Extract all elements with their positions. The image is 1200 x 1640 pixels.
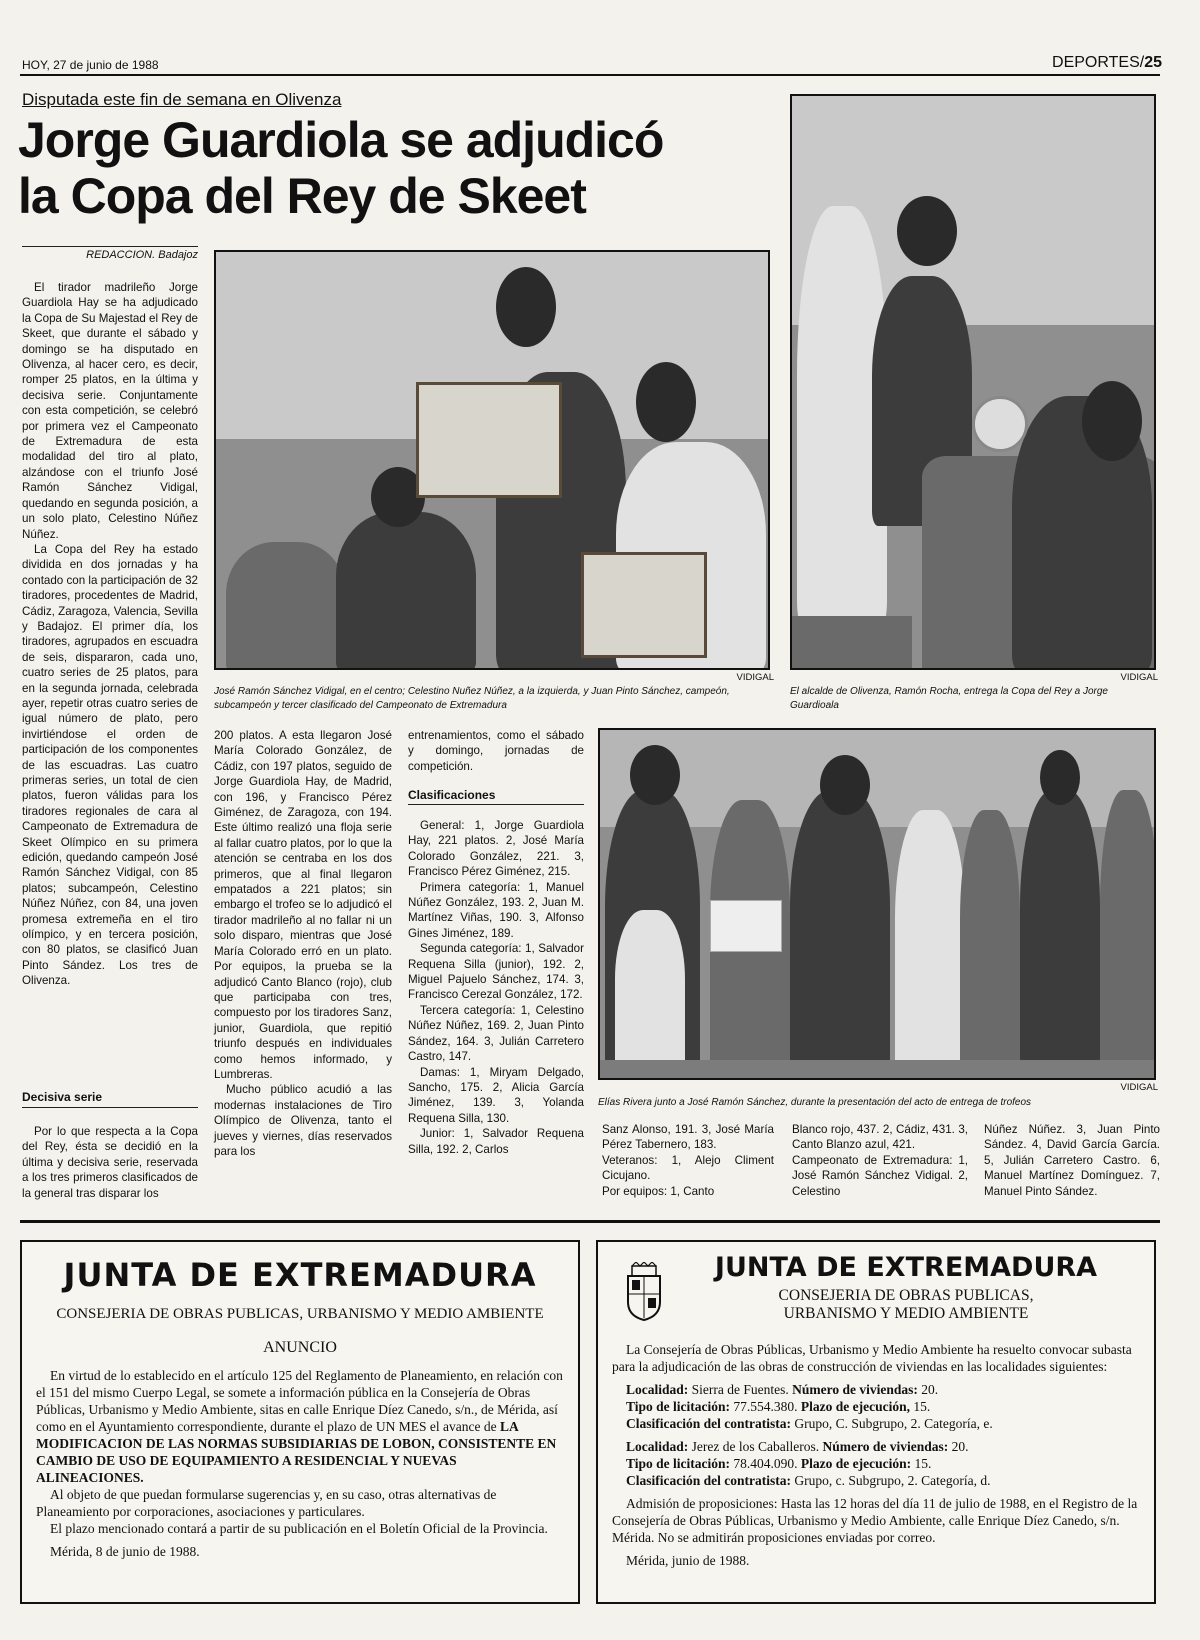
headline-line1: Jorge Guardiola se adjudicó bbox=[18, 112, 664, 168]
value: 20. bbox=[951, 1439, 969, 1454]
label: Plazo de ejecución, bbox=[800, 1399, 910, 1414]
subhead-rule bbox=[408, 804, 584, 805]
ad-admision: Admisión de proposiciones: Hasta las 12 horas del día 11 de julio de 1988, en el Registro de la Consejería de Obras Públicas, Urbanismo y Medio Ambiente, calle Enrique Díez Canedo, s/n. Mérida. No se admitirán proposiciones enviadas por correo. bbox=[612, 1496, 1138, 1545]
ad-date: Mérida, junio de 1988. bbox=[626, 1553, 750, 1568]
value: 15. bbox=[914, 1456, 932, 1471]
photo-trophy-ceremony bbox=[598, 728, 1156, 1080]
page-date: HOY, 27 de junio de 1988 bbox=[22, 58, 159, 72]
article-column-3 bbox=[408, 728, 584, 774]
byline: REDACCION. Badajoz bbox=[86, 249, 198, 261]
photo-credit: VIDIGAL bbox=[1120, 1082, 1158, 1093]
results-continuation-1: Sanz Alonso, 191. 3, José María Pérez Tabernero, 183. Veteranos: 1, Alejo Climent Cicujano. Por equipos: 1, Canto bbox=[602, 1123, 774, 1198]
ad-subtitle-1: CONSEJERIA DE OBRAS PUBLICAS, bbox=[778, 1287, 1034, 1304]
ad-subasta-viviendas bbox=[596, 1240, 1156, 1604]
section-page bbox=[1052, 54, 1162, 72]
coat-of-arms-icon bbox=[622, 1262, 666, 1322]
label: Tipo de licitación: bbox=[626, 1456, 731, 1471]
result-line: Damas: 1, Miryam Delgado, Sancho, 175. 2, Alicia García Jiménez, 139. 3, Yolanda Requena Silla, 130. bbox=[408, 1065, 584, 1125]
headline bbox=[18, 112, 663, 224]
value: Grupo, c. Subgrupo, 2. Categoría, d. bbox=[794, 1473, 991, 1488]
subhead-clasificaciones: Clasificaciones bbox=[408, 788, 496, 802]
label: Clasificación del contratista: bbox=[626, 1473, 791, 1488]
headline-line2: la Copa del Rey de Skeet bbox=[18, 168, 586, 224]
value: Sierra de Fuentes. bbox=[691, 1382, 789, 1397]
ad-title: JUNTA DE EXTREMADURA bbox=[714, 1252, 1098, 1283]
value: 20. bbox=[921, 1382, 939, 1397]
photo-cup-presentation bbox=[790, 94, 1156, 670]
result-line: Segunda categoría: 1, Salvador Requena Silla (junior), 192. 2, Miguel Pajuelo Sánchez, 174. 3, Francisco Cerezal González, 172. bbox=[408, 942, 584, 1002]
results-continuation-2: Blanco rojo, 437. 2, Cádiz, 431. 3, Canto Blanzo azul, 421. Campeonato de Extremadura: 1, José Ramón Sánchez Vidigal. 2, Celestino bbox=[792, 1123, 968, 1198]
ad-heading: ANUNCIO bbox=[263, 1339, 337, 1356]
lot-2 bbox=[612, 1438, 1140, 1489]
label: Tipo de licitación: bbox=[626, 1399, 731, 1414]
paragraph: Mucho público acudió a las modernas instalaciones de Tiro Olímpico de Olivenza, tanto el jueves y viernes, días reservados para los bbox=[214, 1083, 392, 1158]
photo-credit: VIDIGAL bbox=[736, 672, 774, 683]
label: Clasificación del contratista: bbox=[626, 1416, 791, 1431]
byline-rule bbox=[22, 246, 198, 247]
ad-title: JUNTA DE EXTREMADURA bbox=[63, 1256, 537, 1294]
article-column-1-bottom bbox=[22, 1124, 198, 1201]
ad-paragraph bbox=[36, 1367, 564, 1486]
results-continuation-3: Núñez Núñez. 3, Juan Pinto Sández. 4, David García García. 5, Julián Carretero Castro. 6, Manuel Martínez Domínguez. 7, Manuel Pinto Sández. bbox=[984, 1123, 1160, 1198]
paragraph: Por lo que respecta a la Copa del Rey, ésta se decidió en la última y decisiva serie, reservada a los tres primeros clasificados de la general tras disparar los bbox=[22, 1125, 198, 1200]
value: Jerez de los Caballeros. bbox=[691, 1439, 820, 1454]
ads-separator bbox=[20, 1220, 1160, 1223]
ad-anuncio-lobon bbox=[20, 1240, 580, 1604]
ad-date: Mérida, 8 de junio de 1988. bbox=[50, 1544, 200, 1559]
photo-credit: VIDIGAL bbox=[1120, 672, 1158, 683]
value: 77.554.380. bbox=[733, 1399, 798, 1414]
ad-paragraph-bold: LA MODIFICACION DE LAS NORMAS SUBSIDIARIAS DE LOBON, CONSISTENTE EN CAMBIO DE USO DE EQUIPAMIENTO A RESIDENCIAL Y NUEVAS ALINEACIONES. bbox=[36, 1419, 557, 1485]
paragraph: La Copa del Rey ha estado dividida en dos jornadas y ha contado con la participación de 32 tiradores, procedentes de Madrid, Cádiz, Zaragoza, Valencia, Sevilla y Badajoz. El primer día, los tiradores, agrupados en escuadra de seis, dispararon, cada uno, cuatro series de 25 platos, para en la segunda jornada, celebrada ayer, repetir otras cuatro series de igual número de plato, pero invirtiéndose el orden de participación de los componentes de las escuadras. Las cuatro primeras series, un total de cien platos, fueron válidas para los tiradores regionales de cara al Campeonato de Extremadura de Skeet Olímpico en su primera edición, quedando campeón José Ramón Sánchez Vidigal, con 85 platos; subcampeón, Celestino Núñez Núñez, con 84, una joven promesa extremeña en el tiro olímpico, y en tercera posición, con 80 platos, se clasificó Juan Pinto Sández. Los tres de Olivenza. bbox=[22, 542, 198, 988]
label: Plazo de ejecución: bbox=[800, 1456, 912, 1471]
photo-caption-3: Elías Rivera junto a José Ramón Sánchez, durante la presentación del acto de entrega de trofeos bbox=[598, 1097, 1032, 1108]
results-list bbox=[408, 818, 584, 1157]
paragraph: 200 platos. A esta llegaron José María Colorado González, de Cádiz, con 197 platos, seguido de Jorge Guardiola Hay, de Madrid, con 196, y Francisco Pérez Giménez, de Zaragoza, con 194. Este último realizó una floja serie al fallar cuatro platos, por lo que la atención se centraba en los dos primeros, que al final llegaron empatados a 221 platos; sin embargo el trofeo se lo adjudicó el tirador madrileño al no fallar ni un solo disparo, mientras que José María Colorado erró en un plato. Por equipos, la prueba se la adjudicó Canto Blanco (rojo), club que participaba con tres, compuesto por los tiradores Sanz, junior, Guardiola, que repitió triunfo después en individuales como hemos informado, y Lumbreras. bbox=[214, 729, 392, 1081]
photo-caption-1: José Ramón Sánchez Vidigal, en el centro; Celestino Nuñez Núñez, a la izquierda, y Juan Pinto Sánchez, campeón, subcampeón y tercer clasificado del Campeonato de Extremadura bbox=[214, 686, 730, 711]
subhead-decisiva-serie: Decisiva serie bbox=[22, 1090, 103, 1104]
value: 78.404.090. bbox=[733, 1456, 798, 1471]
section-label: DEPORTES/ bbox=[1052, 54, 1145, 71]
value: Grupo, C. Subgrupo, 2. Categoría, e. bbox=[794, 1416, 993, 1431]
article-column-1 bbox=[22, 280, 198, 989]
subhead-rule bbox=[22, 1107, 198, 1108]
label: Localidad: bbox=[626, 1382, 689, 1397]
result-line: General: 1, Jorge Guardiola Hay, 221 platos. 2, José María Colorado González, 221. 3, Francisco Pérez Giménez, 215. bbox=[408, 819, 584, 879]
lot-1 bbox=[612, 1381, 1140, 1432]
result-line: Primera categoría: 1, Manuel Núñez González, 193. 2, Juan M. Martínez Viñas, 190. 3, Alfonso Gines Jiménez, 189. bbox=[408, 880, 584, 940]
value: 15. bbox=[913, 1399, 931, 1414]
photo-caption-2: El alcalde de Olivenza, Ramón Rocha, entrega la Copa del Rey a Jorge Guardioala bbox=[790, 686, 1108, 711]
result-line: Junior: 1, Salvador Requena Silla, 192. 2, Carlos bbox=[408, 1127, 584, 1156]
photo-trophy-winners bbox=[214, 250, 770, 670]
label: Número de viviendas: bbox=[792, 1382, 918, 1397]
article-column-2 bbox=[214, 728, 392, 1159]
kicker: Disputada este fin de semana en Olivenza bbox=[22, 90, 342, 109]
label: Número de viviendas: bbox=[822, 1439, 949, 1454]
paragraph: El tirador madrileño Jorge Guardiola Hay se ha adjudicado la Copa de Su Majestad el Rey de Skeet, que durante el sábado y domingo se ha disputado en Olivenza, al hacer cero, es decir, romper 25 platos, en la última y decisiva serie. Conjuntamente con esta competición, se celebró por primera vez el Campeonato de Extremadura de esta modalidad del tiro al plato, alzándose con el triunfo José Ramón Sánchez Vidigal, quedando en segunda posición, a un solo plato, Celestino Núñez Núñez. bbox=[22, 281, 198, 541]
ad-subtitle: CONSEJERIA DE OBRAS PUBLICAS, URBANISMO Y MEDIO AMBIENTE bbox=[56, 1306, 544, 1322]
ad-subtitle-2: URBANISMO Y MEDIO AMBIENTE bbox=[783, 1305, 1029, 1322]
page-number: 25 bbox=[1144, 54, 1162, 71]
label: Localidad: bbox=[626, 1439, 689, 1454]
header-rule bbox=[20, 74, 1160, 76]
result-line: Tercera categoría: 1, Celestino Núñez Núñez, 169. 2, Juan Pinto Sández, 164. 3, Julián Carretero Castro, 147. bbox=[408, 1003, 584, 1064]
ad-paragraph: El plazo mencionado contará a partir de su publicación en el Boletín Oficial de la Provincia. bbox=[50, 1521, 548, 1536]
ad-paragraph: Al objeto de que puedan formularse sugerencias y, en su caso, otras alternativas de Planeamiento por corporaciones, asociaciones y particulares. bbox=[36, 1487, 497, 1519]
ad-paragraph-text: En virtud de lo establecido en el artículo 125 del Reglamento de Planeamiento, en relación con el 151 del mismo Cuerpo Legal, se somete a información pública en la Consejería de Obras Públicas, Urbanismo y Medio Ambiente, sitas en calle Enrique Díez Canedo, s/n., de Mérida, así como en el Ayuntamiento correspondiente, durante el plazo de UN MES el avance de bbox=[36, 1368, 563, 1434]
paragraph: entrenamientos, como el sábado y domingo, jornadas de competición. bbox=[408, 729, 584, 773]
ad-intro: La Consejería de Obras Públicas, Urbanismo y Medio Ambiente ha resuelto convocar subasta para la adjudicación de las obras de construcción de viviendas en las localidades siguientes: bbox=[612, 1342, 1132, 1374]
